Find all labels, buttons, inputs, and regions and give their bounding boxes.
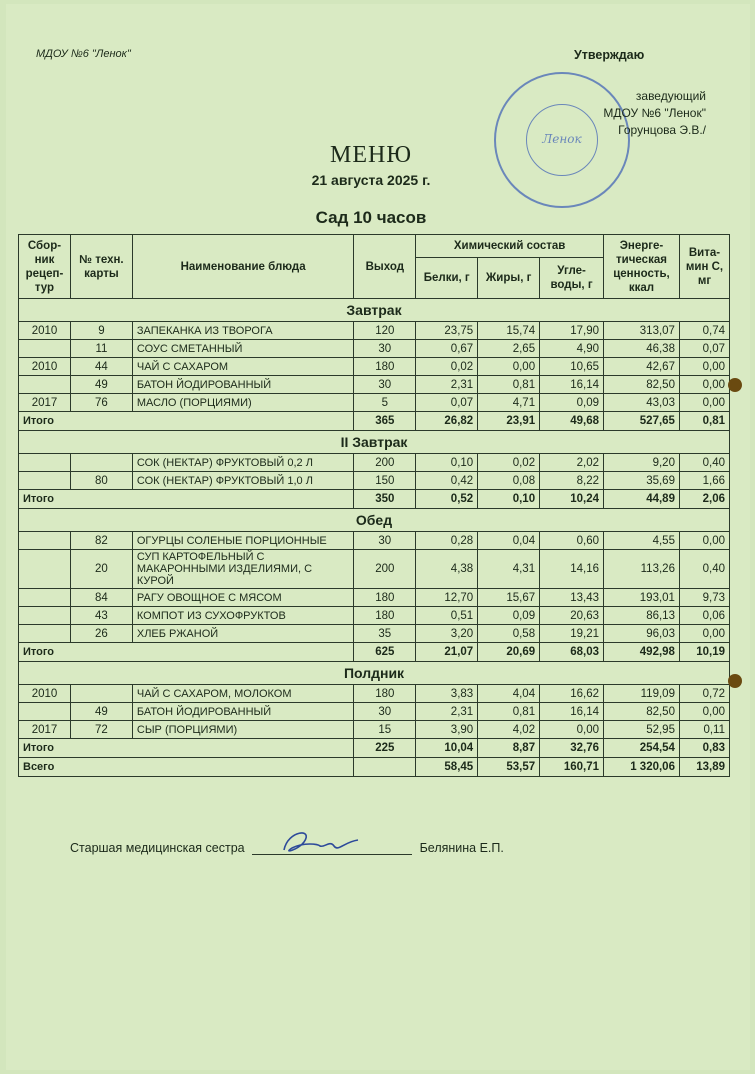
cell-v: 0,00 bbox=[679, 532, 729, 550]
cell-v: 0,06 bbox=[679, 607, 729, 625]
total-f: 8,87 bbox=[478, 739, 540, 758]
cell-c: 8,22 bbox=[540, 472, 604, 490]
total-label: Итого bbox=[19, 739, 354, 758]
cell-v: 0,07 bbox=[679, 340, 729, 358]
table-row bbox=[19, 607, 730, 625]
section-title: Обед bbox=[19, 509, 730, 532]
cell-v: 0,00 bbox=[679, 358, 729, 376]
cell-card: 44 bbox=[70, 358, 132, 376]
cell-card: 26 bbox=[70, 625, 132, 643]
cell-card: 9 bbox=[70, 322, 132, 340]
handwritten-signature bbox=[274, 826, 364, 860]
total-f: 0,10 bbox=[478, 490, 540, 509]
cell-p: 0,67 bbox=[416, 340, 478, 358]
cell-out: 120 bbox=[354, 322, 416, 340]
cell-out: 30 bbox=[354, 376, 416, 394]
header-carbs: Угле-воды, г bbox=[540, 258, 604, 299]
menu-date: 21 августа 2025 г. bbox=[311, 172, 431, 188]
total-p: 21,07 bbox=[416, 643, 478, 662]
cell-name: СЫР (ПОРЦИЯМИ) bbox=[132, 721, 353, 739]
total-e: 44,89 bbox=[604, 490, 680, 509]
cell-out: 180 bbox=[354, 589, 416, 607]
cell-p: 4,38 bbox=[416, 550, 478, 589]
cell-card: 49 bbox=[70, 376, 132, 394]
cell-c: 14,16 bbox=[540, 550, 604, 589]
cell-col bbox=[19, 340, 71, 358]
approve-label: Утверждаю bbox=[574, 48, 645, 62]
grand-total-c: 160,71 bbox=[540, 758, 604, 777]
header-fats: Жиры, г bbox=[478, 258, 540, 299]
section-title: Полдник bbox=[19, 662, 730, 685]
cell-e: 42,67 bbox=[604, 358, 680, 376]
cell-col bbox=[19, 532, 71, 550]
cell-name: КОМПОТ ИЗ СУХОФРУКТОВ bbox=[132, 607, 353, 625]
approver-block bbox=[603, 88, 706, 139]
cell-e: 313,07 bbox=[604, 322, 680, 340]
cell-card: 43 bbox=[70, 607, 132, 625]
table-row bbox=[19, 454, 730, 472]
table-row bbox=[19, 322, 730, 340]
cell-e: 43,03 bbox=[604, 394, 680, 412]
total-label: Итого bbox=[19, 643, 354, 662]
cell-name: ЧАЙ С САХАРОМ bbox=[132, 358, 353, 376]
section-header bbox=[19, 431, 730, 454]
stamp-text: Ленок bbox=[542, 132, 582, 146]
cell-out: 30 bbox=[354, 703, 416, 721]
cell-c: 16,14 bbox=[540, 703, 604, 721]
grand-total-f: 53,57 bbox=[478, 758, 540, 777]
cell-name: СУП КАРТОФЕЛЬНЫЙ С МАКАРОННЫМИ ИЗДЕЛИЯМИ, С КУРОЙ bbox=[132, 550, 353, 589]
cell-col: 2017 bbox=[19, 394, 71, 412]
total-e: 492,98 bbox=[604, 643, 680, 662]
cell-out: 180 bbox=[354, 685, 416, 703]
cell-card: 76 bbox=[70, 394, 132, 412]
cell-card bbox=[70, 454, 132, 472]
total-e: 254,54 bbox=[604, 739, 680, 758]
cell-p: 3,83 bbox=[416, 685, 478, 703]
header-vitamin: Вита-мин С, мг bbox=[679, 235, 729, 299]
table-row bbox=[19, 532, 730, 550]
table-row bbox=[19, 685, 730, 703]
total-row bbox=[19, 643, 730, 662]
cell-p: 3,20 bbox=[416, 625, 478, 643]
total-out: 350 bbox=[354, 490, 416, 509]
total-v: 10,19 bbox=[679, 643, 729, 662]
cell-p: 12,70 bbox=[416, 589, 478, 607]
approver-position: заведующий bbox=[635, 89, 706, 103]
table-row bbox=[19, 550, 730, 589]
grand-total-label: Всего bbox=[19, 758, 354, 777]
cell-card: 84 bbox=[70, 589, 132, 607]
cell-p: 3,90 bbox=[416, 721, 478, 739]
cell-f: 0,02 bbox=[478, 454, 540, 472]
cell-col bbox=[19, 472, 71, 490]
total-label: Итого bbox=[19, 412, 354, 431]
cell-c: 16,62 bbox=[540, 685, 604, 703]
cell-f: 0,09 bbox=[478, 607, 540, 625]
section-header bbox=[19, 662, 730, 685]
cell-col bbox=[19, 376, 71, 394]
cell-c: 0,09 bbox=[540, 394, 604, 412]
cell-out: 150 bbox=[354, 472, 416, 490]
cell-name: МАСЛО (ПОРЦИЯМИ) bbox=[132, 394, 353, 412]
cell-f: 2,65 bbox=[478, 340, 540, 358]
table-row bbox=[19, 340, 730, 358]
cell-name: СОК (НЕКТАР) ФРУКТОВЫЙ 1,0 Л bbox=[132, 472, 353, 490]
cell-v: 9,73 bbox=[679, 589, 729, 607]
cell-card: 82 bbox=[70, 532, 132, 550]
cell-card bbox=[70, 685, 132, 703]
cell-v: 0,74 bbox=[679, 322, 729, 340]
cell-v: 0,00 bbox=[679, 703, 729, 721]
total-row bbox=[19, 490, 730, 509]
total-f: 23,91 bbox=[478, 412, 540, 431]
cell-e: 52,95 bbox=[604, 721, 680, 739]
cell-p: 2,31 bbox=[416, 376, 478, 394]
cell-e: 86,13 bbox=[604, 607, 680, 625]
section-title: II Завтрак bbox=[19, 431, 730, 454]
cell-v: 0,00 bbox=[679, 394, 729, 412]
section-title: Завтрак bbox=[19, 299, 730, 322]
cell-col bbox=[19, 454, 71, 472]
section-header bbox=[19, 509, 730, 532]
cell-c: 0,60 bbox=[540, 532, 604, 550]
cell-v: 0,11 bbox=[679, 721, 729, 739]
cell-v: 0,40 bbox=[679, 454, 729, 472]
approver-organization: МДОУ №6 "Ленок" bbox=[603, 106, 706, 120]
cell-c: 19,21 bbox=[540, 625, 604, 643]
cell-out: 30 bbox=[354, 532, 416, 550]
header-output: Выход bbox=[354, 235, 416, 299]
organization-name: МДОУ №6 "Ленок" bbox=[36, 48, 131, 60]
cell-p: 0,42 bbox=[416, 472, 478, 490]
cell-out: 180 bbox=[354, 607, 416, 625]
binder-hole bbox=[728, 378, 742, 392]
table-row bbox=[19, 721, 730, 739]
cell-card: 72 bbox=[70, 721, 132, 739]
total-f: 20,69 bbox=[478, 643, 540, 662]
section-header bbox=[19, 299, 730, 322]
menu-body bbox=[19, 299, 730, 777]
cell-name: БАТОН ЙОДИРОВАННЫЙ bbox=[132, 703, 353, 721]
cell-c: 2,02 bbox=[540, 454, 604, 472]
cell-col bbox=[19, 589, 71, 607]
header-proteins: Белки, г bbox=[416, 258, 478, 299]
cell-e: 82,50 bbox=[604, 703, 680, 721]
cell-f: 0,58 bbox=[478, 625, 540, 643]
grand-total-e: 1 320,06 bbox=[604, 758, 680, 777]
cell-name: ОГУРЦЫ СОЛЕНЫЕ ПОРЦИОННЫЕ bbox=[132, 532, 353, 550]
cell-name: БАТОН ЙОДИРОВАННЫЙ bbox=[132, 376, 353, 394]
signer-name: Белянина Е.П. bbox=[419, 841, 504, 855]
cell-out: 5 bbox=[354, 394, 416, 412]
cell-out: 200 bbox=[354, 550, 416, 589]
total-row bbox=[19, 739, 730, 758]
total-v: 0,83 bbox=[679, 739, 729, 758]
header-dish: Наименование блюда bbox=[132, 235, 353, 299]
age-group: Сад 10 часов bbox=[315, 208, 427, 227]
cell-v: 0,00 bbox=[679, 376, 729, 394]
cell-c: 16,14 bbox=[540, 376, 604, 394]
header-card: № техн. карты bbox=[70, 235, 132, 299]
cell-name: СОУС СМЕТАННЫЙ bbox=[132, 340, 353, 358]
total-c: 32,76 bbox=[540, 739, 604, 758]
cell-name: ЧАЙ С САХАРОМ, МОЛОКОМ bbox=[132, 685, 353, 703]
cell-v: 0,72 bbox=[679, 685, 729, 703]
total-label: Итого bbox=[19, 490, 354, 509]
menu-table bbox=[18, 234, 730, 777]
cell-out: 35 bbox=[354, 625, 416, 643]
table-row bbox=[19, 703, 730, 721]
cell-f: 4,04 bbox=[478, 685, 540, 703]
cell-col: 2017 bbox=[19, 721, 71, 739]
cell-e: 4,55 bbox=[604, 532, 680, 550]
grand-total-row bbox=[19, 758, 730, 777]
approver-name: Горунцова Э.В./ bbox=[618, 123, 706, 137]
cell-c: 4,90 bbox=[540, 340, 604, 358]
cell-col bbox=[19, 625, 71, 643]
total-v: 0,81 bbox=[679, 412, 729, 431]
cell-v: 0,00 bbox=[679, 625, 729, 643]
cell-p: 0,02 bbox=[416, 358, 478, 376]
total-row bbox=[19, 412, 730, 431]
cell-e: 35,69 bbox=[604, 472, 680, 490]
total-c: 68,03 bbox=[540, 643, 604, 662]
cell-e: 46,38 bbox=[604, 340, 680, 358]
cell-p: 2,31 bbox=[416, 703, 478, 721]
cell-f: 15,74 bbox=[478, 322, 540, 340]
cell-col: 2010 bbox=[19, 685, 71, 703]
table-row bbox=[19, 472, 730, 490]
cell-out: 180 bbox=[354, 358, 416, 376]
cell-p: 0,51 bbox=[416, 607, 478, 625]
total-out: 365 bbox=[354, 412, 416, 431]
cell-f: 0,08 bbox=[478, 472, 540, 490]
header-energy: Энерге-тическая ценность, ккал bbox=[604, 235, 680, 299]
total-p: 0,52 bbox=[416, 490, 478, 509]
cell-col: 2010 bbox=[19, 358, 71, 376]
cell-c: 0,00 bbox=[540, 721, 604, 739]
cell-p: 23,75 bbox=[416, 322, 478, 340]
total-out: 225 bbox=[354, 739, 416, 758]
cell-f: 4,02 bbox=[478, 721, 540, 739]
cell-c: 17,90 bbox=[540, 322, 604, 340]
total-c: 49,68 bbox=[540, 412, 604, 431]
cell-card: 20 bbox=[70, 550, 132, 589]
total-e: 527,65 bbox=[604, 412, 680, 431]
cell-p: 0,07 bbox=[416, 394, 478, 412]
cell-card: 11 bbox=[70, 340, 132, 358]
cell-name: СОК (НЕКТАР) ФРУКТОВЫЙ 0,2 Л bbox=[132, 454, 353, 472]
table-row bbox=[19, 625, 730, 643]
cell-v: 0,40 bbox=[679, 550, 729, 589]
cell-f: 4,31 bbox=[478, 550, 540, 589]
cell-f: 4,71 bbox=[478, 394, 540, 412]
cell-name: ХЛЕБ РЖАНОЙ bbox=[132, 625, 353, 643]
grand-total-out bbox=[354, 758, 416, 777]
menu-sheet bbox=[6, 4, 750, 1070]
page-title: МЕНЮ bbox=[330, 142, 412, 168]
cell-f: 0,81 bbox=[478, 703, 540, 721]
cell-e: 82,50 bbox=[604, 376, 680, 394]
table-row bbox=[19, 394, 730, 412]
total-p: 10,04 bbox=[416, 739, 478, 758]
cell-c: 13,43 bbox=[540, 589, 604, 607]
total-out: 625 bbox=[354, 643, 416, 662]
cell-col bbox=[19, 550, 71, 589]
signer-position: Старшая медицинская сестра bbox=[70, 841, 245, 855]
cell-v: 1,66 bbox=[679, 472, 729, 490]
table-row bbox=[19, 589, 730, 607]
cell-name: ЗАПЕКАНКА ИЗ ТВОРОГА bbox=[132, 322, 353, 340]
grand-total-p: 58,45 bbox=[416, 758, 478, 777]
cell-e: 119,09 bbox=[604, 685, 680, 703]
cell-out: 15 bbox=[354, 721, 416, 739]
grand-total-v: 13,89 bbox=[679, 758, 729, 777]
cell-name: РАГУ ОВОЩНОЕ С МЯСОМ bbox=[132, 589, 353, 607]
cell-card: 80 bbox=[70, 472, 132, 490]
total-v: 2,06 bbox=[679, 490, 729, 509]
cell-p: 0,28 bbox=[416, 532, 478, 550]
cell-e: 113,26 bbox=[604, 550, 680, 589]
total-p: 26,82 bbox=[416, 412, 478, 431]
cell-c: 20,63 bbox=[540, 607, 604, 625]
cell-card: 49 bbox=[70, 703, 132, 721]
cell-col: 2010 bbox=[19, 322, 71, 340]
cell-p: 0,10 bbox=[416, 454, 478, 472]
cell-f: 0,00 bbox=[478, 358, 540, 376]
cell-out: 30 bbox=[354, 340, 416, 358]
total-c: 10,24 bbox=[540, 490, 604, 509]
cell-col bbox=[19, 607, 71, 625]
cell-e: 193,01 bbox=[604, 589, 680, 607]
cell-f: 0,81 bbox=[478, 376, 540, 394]
cell-col bbox=[19, 703, 71, 721]
binder-hole bbox=[728, 674, 742, 688]
header-chem: Химический состав bbox=[416, 235, 604, 258]
cell-f: 15,67 bbox=[478, 589, 540, 607]
table-row bbox=[19, 376, 730, 394]
cell-out: 200 bbox=[354, 454, 416, 472]
header-collection: Сбор-ник рецеп-тур bbox=[19, 235, 71, 299]
cell-f: 0,04 bbox=[478, 532, 540, 550]
table-row bbox=[19, 358, 730, 376]
cell-e: 96,03 bbox=[604, 625, 680, 643]
cell-e: 9,20 bbox=[604, 454, 680, 472]
cell-c: 10,65 bbox=[540, 358, 604, 376]
